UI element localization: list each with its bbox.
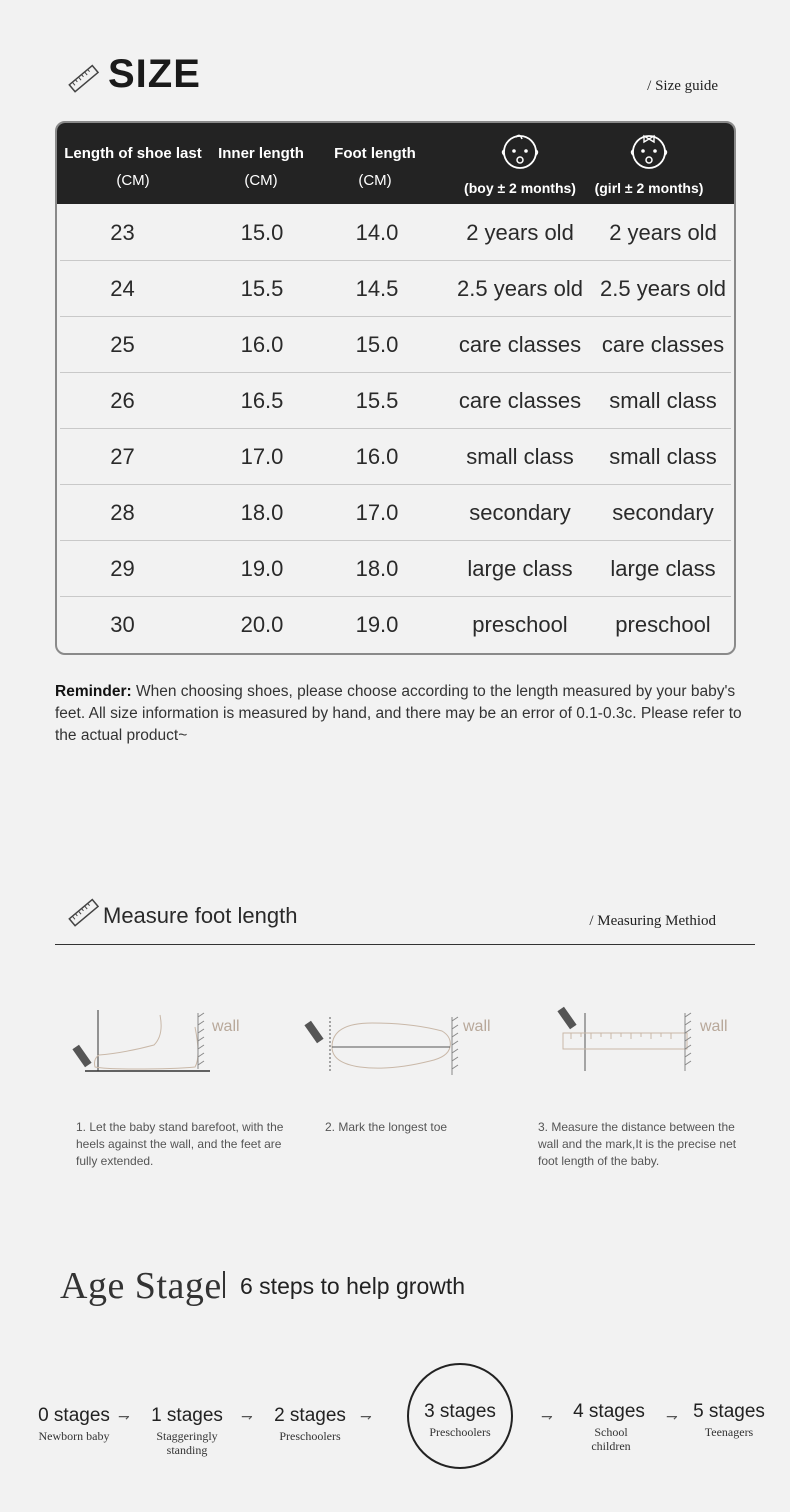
cell-inner-length: 15.0 [240,220,284,245]
header-boy-caption: (boy ± 2 months) [464,180,576,196]
arrow-right-icon: ⇁ [666,1408,678,1424]
table-row [57,260,734,316]
cell-boy-age: 2.5 years old [457,276,583,301]
cell-shoe-last: 24 [110,276,135,301]
arrow-right-icon: ⇁ [241,1408,253,1424]
cell-foot-length: 16.0 [355,444,399,469]
ruler-icon [67,896,101,930]
stage-item [260,1405,360,1443]
cell-shoe-last: 23 [110,220,135,245]
step1-illustration [70,1005,260,1085]
header-inner-length-label: Inner length [218,145,304,162]
measure-subtitle-link[interactable]: / Measuring Methiod [589,913,716,929]
stage-item [24,1405,124,1443]
cell-foot-length: 15.5 [355,388,399,413]
table-row [57,484,734,540]
step2-illustration [302,1005,512,1085]
table-row [57,316,734,372]
cell-foot-length: 14.0 [355,220,399,245]
table-row [57,372,734,428]
stage-item-current [410,1401,510,1439]
stage-desc: Teenagers [704,1425,754,1439]
cell-girl-age: large class [610,556,716,581]
header-shoe-last-label: Length of shoe last [64,145,202,162]
stage-desc: Staggeringly standing [156,1429,218,1457]
cell-girl-age: 2.5 years old [600,276,726,301]
table-row [57,204,734,260]
cell-boy-age: 2 years old [466,220,574,245]
stage-number: 2 stages [274,1405,346,1426]
cell-inner-length: 18.0 [240,500,284,525]
baby-girl-icon [628,131,670,173]
cell-shoe-last: 27 [110,444,135,469]
header-girl [583,123,715,204]
cell-inner-length: 17.0 [240,444,284,469]
cell-boy-age: care classes [458,332,582,357]
cell-inner-length: 20.0 [240,612,284,637]
header-shoe-last [57,123,209,204]
age-stage-title: Age Stage [60,1265,222,1307]
cell-inner-length: 16.5 [240,388,284,413]
cell-shoe-last: 26 [110,388,135,413]
step3-text: 3. Measure the distance between the wall and the mark,It is the precise net foot length of the baby. [538,1120,737,1168]
stage-item [679,1401,779,1439]
cell-girl-age: preschool [615,612,711,637]
stage-desc: School children [591,1425,631,1453]
table-body [57,204,734,652]
reminder-text: When choosing shoes, please choose according to the length measured by your baby's feet. All size information is measured by hand, and there may be an error of 0.1-0.3c. Please refer to the actual product~ [55,683,742,744]
header-shoe-last-unit: (CM) [116,172,150,189]
header-inner-length [205,123,317,204]
table-row [57,596,734,652]
wall-label: wall [212,1018,240,1035]
stage-number: 5 stages [693,1401,765,1422]
wall-label: wall [700,1018,728,1035]
section-divider [55,944,755,945]
step3-illustration [555,1005,755,1085]
title-divider [223,1271,225,1298]
size-title: SIZE [108,52,201,96]
size-guide-link[interactable]: / Size guide [647,78,718,94]
header-boy [452,123,588,204]
cell-girl-age: 2 years old [609,220,717,245]
stage-desc: Newborn baby [38,1429,110,1443]
header-foot-length-label: Foot length [334,145,416,162]
cell-foot-length: 15.0 [355,332,399,357]
stage-number: 0 stages [38,1405,110,1426]
table-header [57,123,734,204]
cell-girl-age: care classes [601,332,725,357]
cell-foot-length: 18.0 [355,556,399,581]
cell-girl-age: small class [609,444,717,469]
arrow-right-icon: ⇁ [118,1408,130,1424]
measure-title: Measure foot length [103,903,298,928]
cell-boy-age: preschool [472,612,568,637]
cell-foot-length: 14.5 [355,276,399,301]
header-girl-caption: (girl ± 2 months) [594,180,704,196]
stage-number: 1 stages [151,1405,223,1426]
table-row [57,540,734,596]
header-inner-length-unit: (CM) [244,172,278,189]
cell-boy-age: secondary [469,500,571,525]
step1-text: 1. Let the baby stand barefoot, with the heels against the wall, and the feet are fully extended. [76,1120,284,1168]
header-foot-length-unit: (CM) [358,172,392,189]
stage-number: 3 stages [424,1401,496,1422]
step2-text: 2. Mark the longest toe [325,1120,448,1134]
cell-foot-length: 17.0 [355,500,399,525]
reminder-note [55,681,745,747]
stage-desc: Preschoolers [429,1425,491,1439]
baby-boy-icon [499,131,541,173]
wall-label: wall [463,1018,491,1035]
age-stage-subtitle: 6 steps to help growth [240,1273,466,1299]
arrow-right-icon: ⇁ [541,1408,553,1424]
cell-shoe-last: 25 [110,332,135,357]
cell-boy-age: large class [467,556,573,581]
stage-desc: Preschoolers [279,1429,341,1443]
size-table [55,121,736,655]
cell-shoe-last: 30 [110,612,135,637]
table-row [57,428,734,484]
header-foot-length [319,123,431,204]
cell-inner-length: 15.5 [240,276,284,301]
cell-girl-age: secondary [612,500,714,525]
cell-shoe-last: 29 [110,556,135,581]
stage-number: 4 stages [573,1401,645,1422]
cell-inner-length: 19.0 [240,556,284,581]
arrow-right-icon: ⇁ [360,1408,372,1424]
stage-item [137,1405,237,1457]
ruler-icon [67,62,101,96]
cell-girl-age: small class [609,388,717,413]
cell-boy-age: care classes [458,388,582,413]
cell-shoe-last: 28 [110,500,135,525]
reminder-label: Reminder: [55,683,132,700]
cell-inner-length: 16.0 [240,332,284,357]
cell-boy-age: small class [466,444,574,469]
stage-item [559,1401,659,1453]
cell-foot-length: 19.0 [355,612,399,637]
